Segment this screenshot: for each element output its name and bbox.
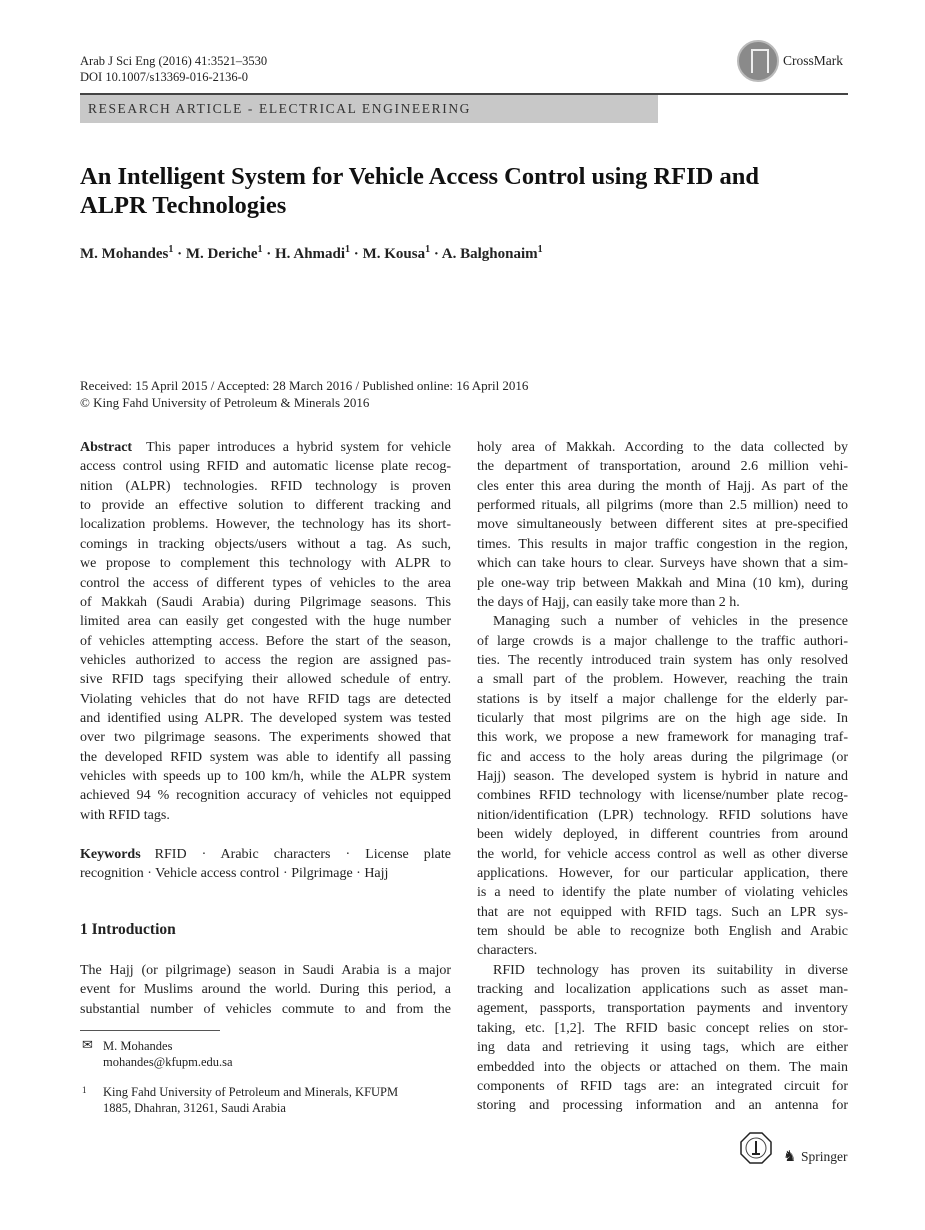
text-line — [477, 1038, 848, 1057]
text-line — [477, 535, 848, 554]
text-line — [477, 806, 848, 825]
line-text: taking, etc. [1,2]. The RFID basic concept relies on stor- — [477, 1020, 848, 1036]
text-line — [477, 961, 848, 980]
text-line — [477, 496, 848, 515]
text-line — [80, 806, 451, 825]
author-affiliation-sup: 1 — [257, 244, 263, 255]
text-line — [80, 496, 451, 515]
line-text: of vehicles attempting access. Before the start of the season, — [80, 633, 451, 649]
author-email[interactable]: mohandes@kfupm.edu.sa — [103, 1055, 233, 1069]
text-line — [477, 864, 848, 883]
text-line — [80, 786, 451, 805]
line-text: ticularly that most pilgrims are on the high age side. In — [477, 711, 848, 727]
text-line — [80, 728, 451, 747]
text-line — [477, 593, 848, 612]
text-line — [80, 438, 451, 457]
line-text: the days of Hajj, can easily take more than 2 h. — [477, 594, 740, 610]
line-text: applications. However, for our particular application, there — [477, 865, 848, 881]
line-text: this work, we propose a new framework for managing traf- — [477, 730, 848, 746]
line-text: tracking and localization applications such as asset man- — [477, 982, 848, 998]
text-line — [477, 999, 848, 1018]
line-text: storing and processing information and an antenna for — [477, 1098, 848, 1114]
line-text: The Hajj (or pilgrimage) season in Saudi Arabia is a major — [80, 963, 451, 978]
text-line — [80, 961, 451, 980]
line-text: stations is by itself a major challenge for the elderly par- — [477, 691, 848, 707]
crossmark-icon[interactable] — [737, 40, 779, 82]
line-text: Managing such a number of vehicles in the presence — [493, 614, 848, 630]
author-separator: · — [173, 246, 186, 262]
text-line — [477, 670, 848, 689]
line-text: event for Muslims around the world. During this period, a — [80, 982, 451, 998]
copyright: © King Fahd University of Petroleum & Minerals 2016 — [80, 394, 370, 410]
text-line — [477, 1019, 848, 1038]
line-text: ple one-way trip between Makkah and Mina (10 km), during — [477, 575, 848, 591]
text-line — [80, 845, 451, 864]
line-text: limited area can easily get congested with the huge number — [80, 614, 451, 630]
text-line — [477, 922, 848, 941]
line-text: ties. The recently introduced train system has only resolved — [477, 652, 848, 668]
text-line — [80, 593, 451, 612]
abstract — [80, 438, 451, 825]
keywords — [80, 845, 451, 884]
line-text: is a need to identify the plate number of violating vehicles — [477, 885, 848, 901]
line-text: fic and access to the holy areas during the pilgrimage (or — [477, 749, 848, 765]
text-line — [80, 864, 451, 883]
line-text: the developed RFID system was able to identify all passing — [80, 749, 451, 765]
text-line — [477, 690, 848, 709]
label: Keywords — [80, 847, 141, 862]
line-text: Violating vehicles that do not have RFID tags are detected — [80, 691, 451, 707]
article-category: RESEARCH ARTICLE - ELECTRICAL ENGINEERING — [88, 101, 472, 116]
text-line — [477, 883, 848, 902]
journal-citation: Arab J Sci Eng (2016) 41:3521–3530 — [80, 54, 268, 68]
text-line — [477, 767, 848, 786]
text-line — [477, 457, 848, 476]
text-line — [80, 554, 451, 573]
text-line — [477, 728, 848, 747]
line-text: been widely deployed, in different countries from around — [477, 827, 848, 843]
line-text: times. This results in major traffic congestion in the region, — [477, 536, 848, 552]
text-line — [477, 612, 848, 631]
text-line — [80, 980, 451, 999]
line-text: that are not equipped with RFID tags. Such an LPR sys- — [477, 904, 848, 920]
text-line — [477, 477, 848, 496]
line-text: access control using RFID and automatic license plate recog- — [80, 459, 451, 475]
line-text: This paper introduces a hybrid system for vehicle — [146, 440, 451, 455]
text-line — [477, 980, 848, 999]
text-line — [477, 515, 848, 534]
text-line — [477, 632, 848, 651]
dates: Received: 15 April 2015 / Accepted: 28 March 2016 / Published online: 16 April 2016 — [80, 378, 529, 393]
text-line — [80, 612, 451, 631]
author-affiliation-sup: 1 — [345, 244, 351, 255]
text-line — [80, 651, 451, 670]
line-text: the world, for vehicle access control as well as other diverse — [477, 846, 848, 862]
text-line — [477, 825, 848, 844]
text-line — [477, 709, 848, 728]
intro-left-column — [80, 961, 451, 1019]
line-text: agement, passports, transportation payments and inventory — [477, 1001, 848, 1017]
category-band — [80, 95, 658, 123]
text-line — [80, 670, 451, 689]
line-text: comings in tracking objects/users without a tag. As such, — [80, 536, 451, 552]
author-separator: · — [430, 246, 442, 262]
text-line — [477, 1058, 848, 1077]
paper-title — [80, 162, 840, 220]
author-name: H. Ahmadi — [275, 246, 346, 262]
line-text: cles enter this area during the month of Hajj. As part of the — [477, 478, 848, 494]
line-text: recognition · Vehicle access control · Pilgrimage · Hajj — [80, 866, 389, 882]
text-line — [477, 845, 848, 864]
line-text: ing data and retrieving it using tags, which are either — [477, 1040, 848, 1056]
line-text: achieved 94 % recognition accuracy of vehicles not equipped — [80, 788, 451, 804]
affiliation-number: 1 — [82, 1085, 87, 1095]
envelope-icon: ✉ — [82, 1037, 93, 1052]
line-text: to provide an effective solution to different tracking and — [80, 498, 451, 514]
text-line — [80, 709, 451, 728]
author-separator: · — [262, 246, 276, 262]
line-text: of large crowds is a major challenge to the traffic authori- — [477, 633, 848, 649]
line-text: nition/identification (LPR) technology. RFID solutions have — [477, 807, 848, 823]
line-text: Hajj) season. The developed system is hybrid in nature and — [477, 769, 848, 785]
text-line — [80, 574, 451, 593]
author-name: A. Balghonaim — [441, 246, 538, 262]
affiliation-line: King Fahd University of Petroleum and Minerals, KFUPM — [103, 1085, 399, 1099]
line-text: nition (ALPR) technologies. RFID technology is proven — [80, 478, 451, 494]
text-line — [80, 748, 451, 767]
author-affiliation-sup: 1 — [537, 244, 543, 255]
line-text: we propose to complement this technology with ALPR to — [80, 556, 451, 572]
line-text: move simultaneously between different sites at pre-specified — [477, 517, 848, 533]
author-name: M. Kousa — [362, 246, 426, 262]
text-line — [477, 786, 848, 805]
corresponding-author: M. Mohandes — [103, 1039, 173, 1053]
title-line: An Intelligent System for Vehicle Access Control using RFID and — [80, 163, 760, 190]
line-text: RFID technology has proven its suitability in diverse — [493, 962, 848, 978]
article-dates — [80, 378, 528, 411]
text-line — [80, 477, 451, 496]
text-line — [80, 767, 451, 786]
text-line — [80, 535, 451, 554]
line-text: localization problems. However, the technology has its short- — [80, 517, 451, 533]
text-line — [477, 438, 848, 457]
text-line — [477, 1077, 848, 1096]
line-text: embedded into the objects or attached on them. The main — [477, 1059, 848, 1075]
line-text: which can take hours to clear. Surveys have shown that a sim- — [477, 556, 848, 572]
text-line — [80, 1000, 451, 1019]
line-text: components of RFID tags are: an integrated circuit for — [477, 1078, 848, 1094]
springer-horse-icon: ♞ — [783, 1149, 797, 1165]
text-line — [477, 748, 848, 767]
line-text: a small part of the problem. However, reaching the train — [477, 672, 848, 688]
line-text: vehicles with speeds up to 100 km/h, while the ALPR system — [80, 769, 451, 785]
doi: DOI 10.1007/s13369-016-2136-0 — [80, 70, 249, 84]
author-affiliation-sup: 1 — [425, 244, 431, 255]
title-line: ALPR Technologies — [80, 192, 287, 219]
publisher-name: Springer — [801, 1149, 848, 1164]
footnote-rule — [80, 1030, 220, 1031]
line-text: sive RFID tags specifying their allowed schedule of entry. — [80, 672, 451, 688]
line-text: over two pilgrimage seasons. The experiments showed that — [80, 730, 451, 746]
author-name: M. Deriche — [185, 246, 258, 262]
text-line — [477, 651, 848, 670]
text-line — [80, 690, 451, 709]
affiliation-line: 1885, Dhahran, 31261, Saudi Arabia — [103, 1101, 286, 1115]
text-line — [80, 457, 451, 476]
section-heading: 1 Introduction — [80, 921, 176, 938]
text-line — [80, 632, 451, 651]
author-name: M. Mohandes — [80, 246, 169, 262]
line-text: the department of transportation, around 2.6 million vehi- — [477, 459, 848, 475]
text-line — [477, 941, 848, 960]
author-separator: · — [350, 246, 363, 262]
line-text: control the access of different types of vehicles to the area — [80, 575, 451, 591]
line-text: holy area of Makkah. According to the data collected by — [477, 440, 848, 455]
line-text: and identified using ALPR. The developed system was tested — [80, 711, 451, 727]
line-text: RFID · Arabic characters · License plate — [154, 847, 451, 862]
journal-seal-icon — [740, 1132, 772, 1164]
intro-right-column — [477, 438, 848, 1116]
author-affiliation-sup: 1 — [168, 244, 174, 255]
text-line — [477, 1096, 848, 1115]
label: Abstract — [80, 440, 133, 455]
line-text: substantial number of vehicles commute to and from the — [80, 1001, 451, 1017]
text-line — [477, 574, 848, 593]
crossmark-label[interactable]: CrossMark — [783, 53, 843, 68]
line-text: vehicles authorized to access the region are assigned pas- — [80, 652, 451, 668]
text-line — [477, 554, 848, 573]
text-line — [80, 515, 451, 534]
line-text: characters. — [477, 943, 538, 959]
line-text: performed rituals, all pilgrims (more than 2.5 million) need to — [477, 498, 848, 514]
line-text: of Makkah (Saudi Arabia) during Pilgrimage seasons. This — [80, 594, 451, 610]
line-text: tem should be able to recognize both English and Arabic — [477, 923, 848, 939]
line-text: combines RFID technology with license/number plate recog- — [477, 788, 848, 804]
line-text: with RFID tags. — [80, 807, 170, 823]
text-line — [477, 903, 848, 922]
author-list — [80, 244, 543, 263]
